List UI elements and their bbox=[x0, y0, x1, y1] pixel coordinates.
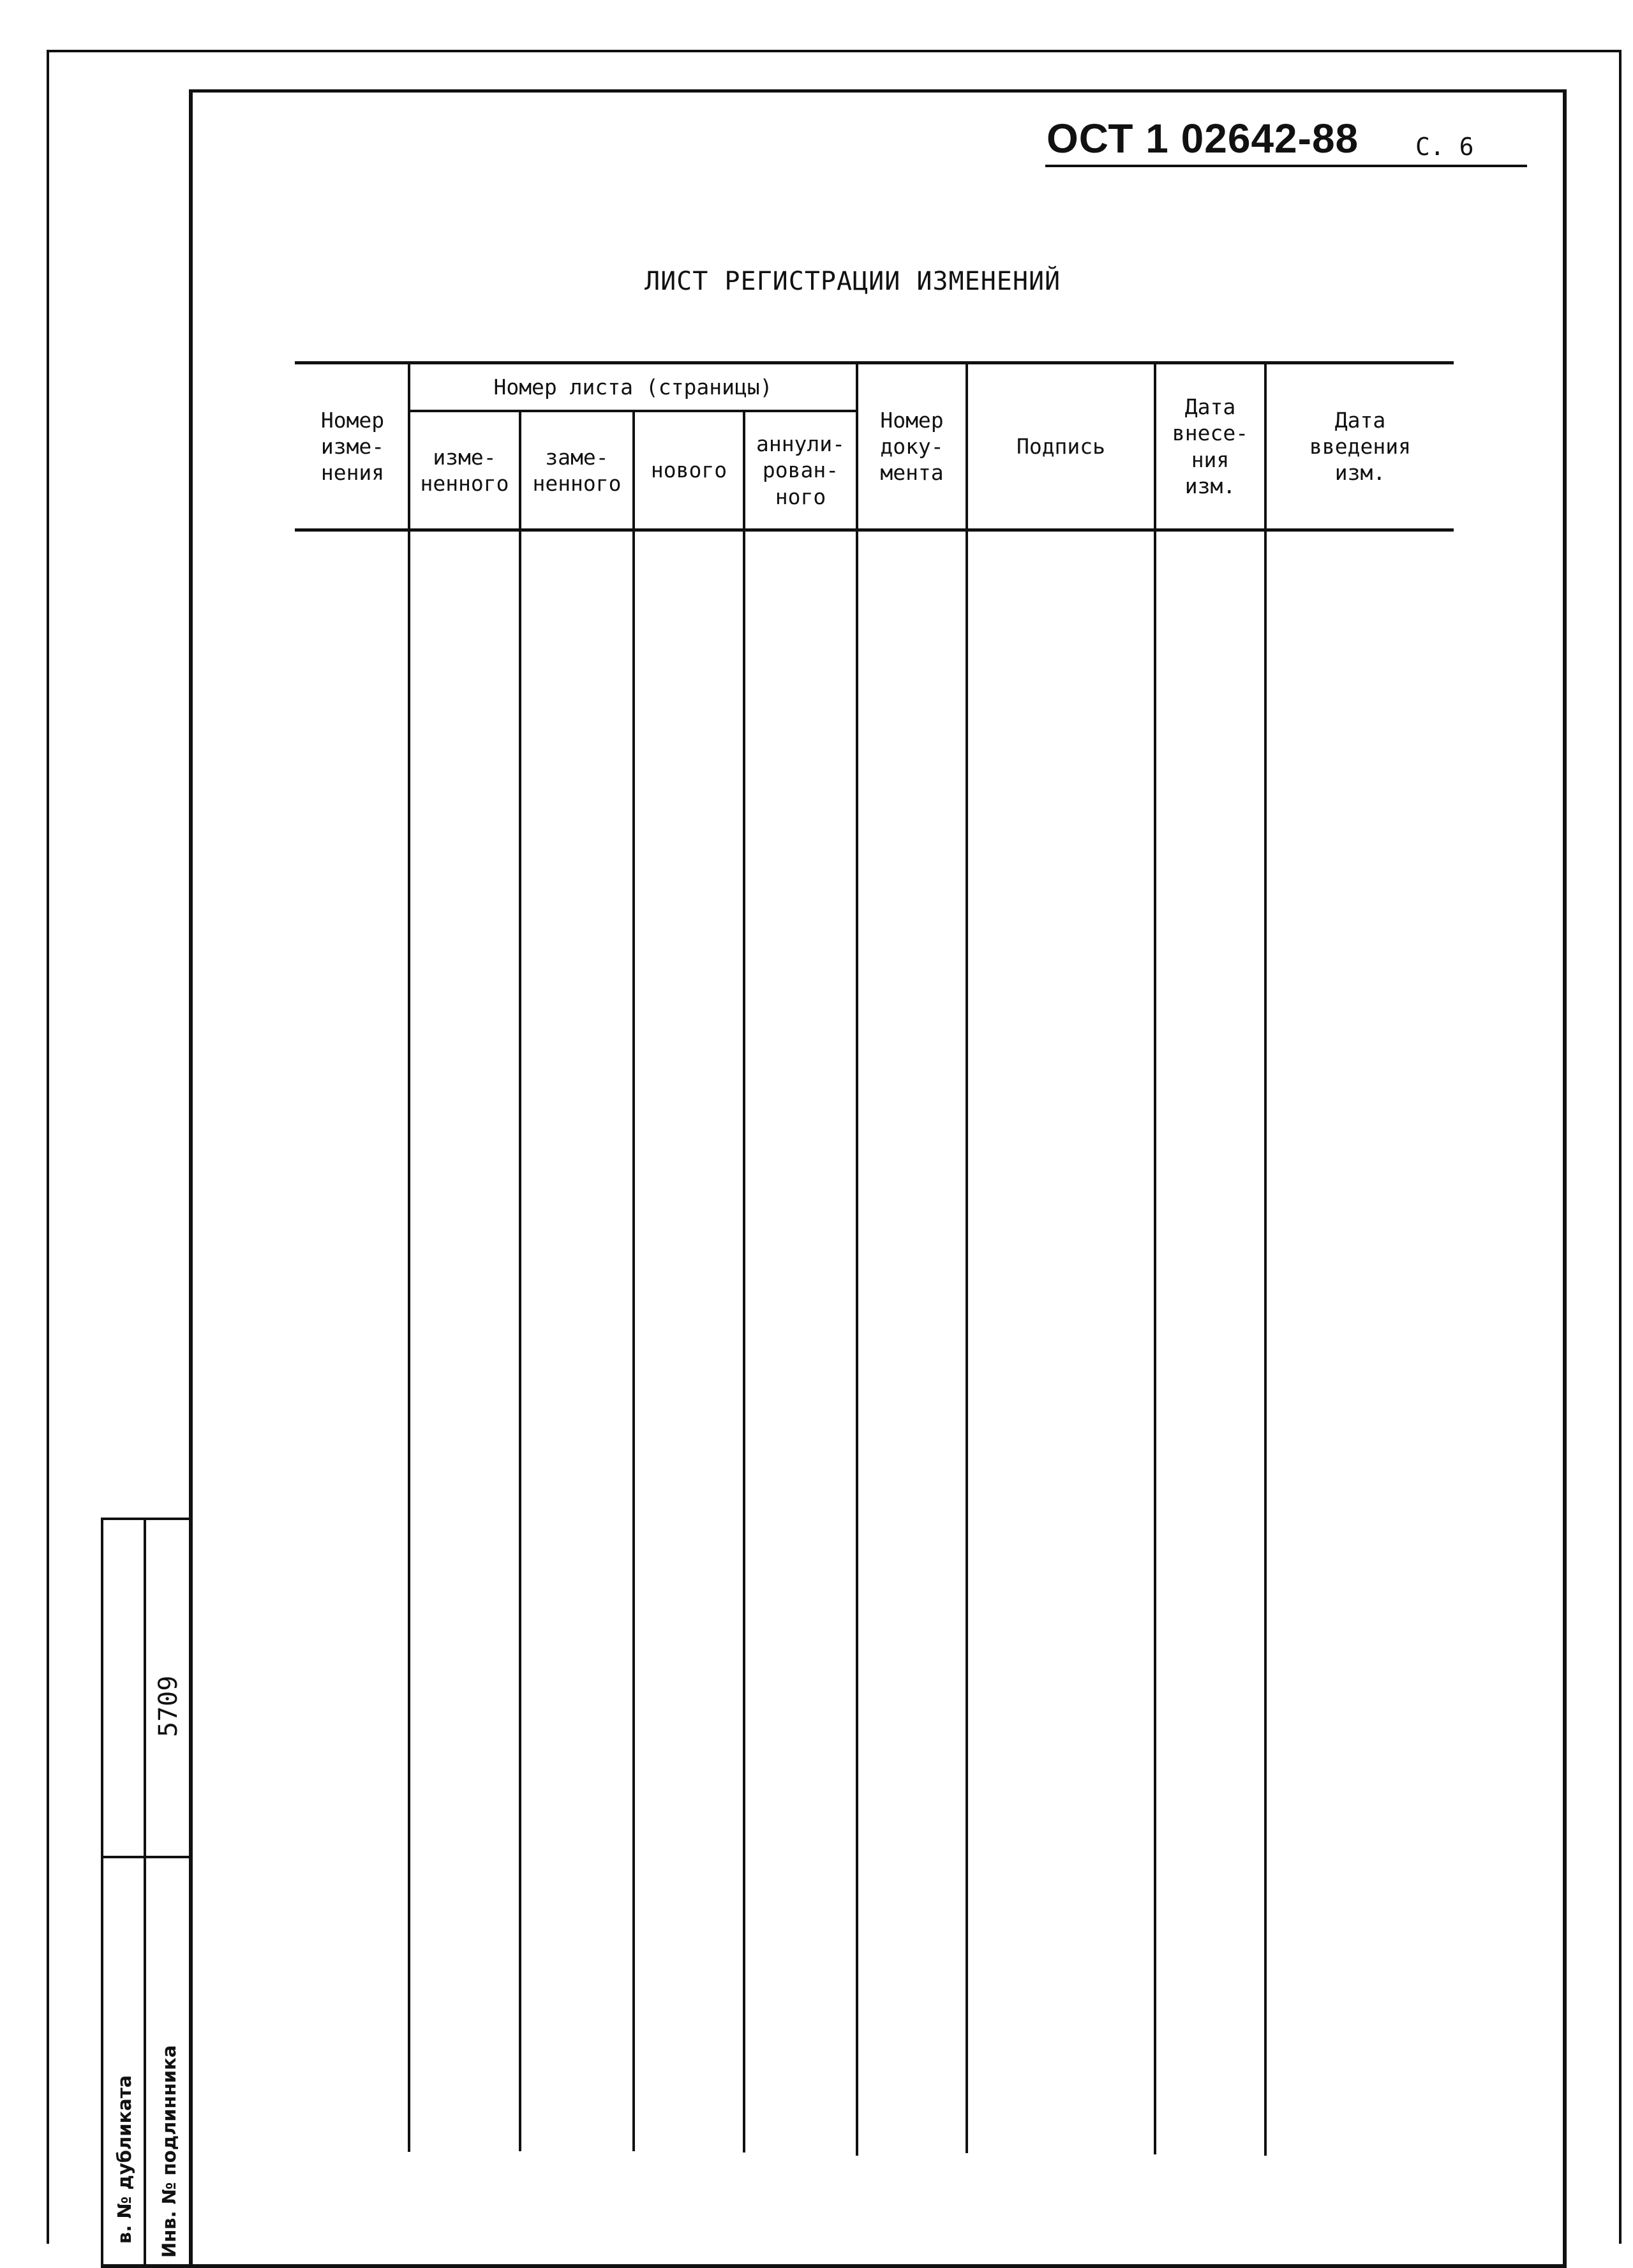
column-header-document-number: Номер доку- мента bbox=[880, 407, 944, 486]
column-header-replaced: заме- ненного bbox=[532, 444, 622, 496]
inner-frame-left bbox=[189, 89, 193, 2267]
outer-border-top bbox=[48, 50, 1622, 52]
column-header-signature: Подпись bbox=[1016, 433, 1106, 459]
document-number: ОСТ 1 02642-88 bbox=[1047, 116, 1359, 161]
column-line-4 bbox=[743, 410, 745, 2152]
column-line-7 bbox=[1154, 361, 1156, 2154]
column-line-5 bbox=[856, 361, 858, 2156]
column-line-3 bbox=[632, 410, 635, 2151]
original-inventory-number: 5709 bbox=[154, 1675, 183, 1737]
column-header-cancelled: аннули- рован- ного bbox=[756, 431, 846, 509]
column-header-entry-date: Дата внесе- ния изм. bbox=[1172, 394, 1249, 498]
stamp-divider-line bbox=[144, 1518, 146, 2268]
column-line-6 bbox=[966, 361, 968, 2153]
group-header-sheet-number: Номер листа (страницы) bbox=[493, 374, 773, 399]
column-header-change-number: Номер изме- нения bbox=[320, 407, 385, 486]
duplicate-number-label: в. № дубликата bbox=[114, 2075, 135, 2244]
column-line-1 bbox=[408, 361, 410, 2152]
inner-frame-bottom bbox=[101, 2264, 1567, 2268]
column-header-changed: изме- ненного bbox=[420, 444, 509, 496]
inner-frame-right bbox=[1563, 89, 1567, 2267]
column-line-2 bbox=[519, 410, 521, 2151]
outer-border-left bbox=[47, 50, 49, 2244]
stamp-left-line bbox=[101, 1518, 103, 2268]
page-number: С. 6 bbox=[1415, 133, 1474, 161]
table-header-bottom-rule bbox=[295, 528, 1454, 532]
stamp-middle-rule bbox=[101, 1856, 191, 1858]
column-header-new: нового bbox=[650, 458, 727, 483]
inner-frame-top bbox=[193, 89, 1567, 93]
column-header-effective-date: Дата введения изм. bbox=[1309, 407, 1411, 486]
stamp-top-rule bbox=[101, 1518, 191, 1520]
column-line-8 bbox=[1264, 361, 1267, 2156]
header-underline bbox=[1045, 165, 1527, 167]
outer-border-right bbox=[1619, 50, 1622, 2244]
sheet-title: ЛИСТ РЕГИСТРАЦИИ ИЗМЕНЕНИЙ bbox=[645, 267, 1061, 296]
original-inventory-label: Инв. № подлинника bbox=[158, 2045, 180, 2258]
